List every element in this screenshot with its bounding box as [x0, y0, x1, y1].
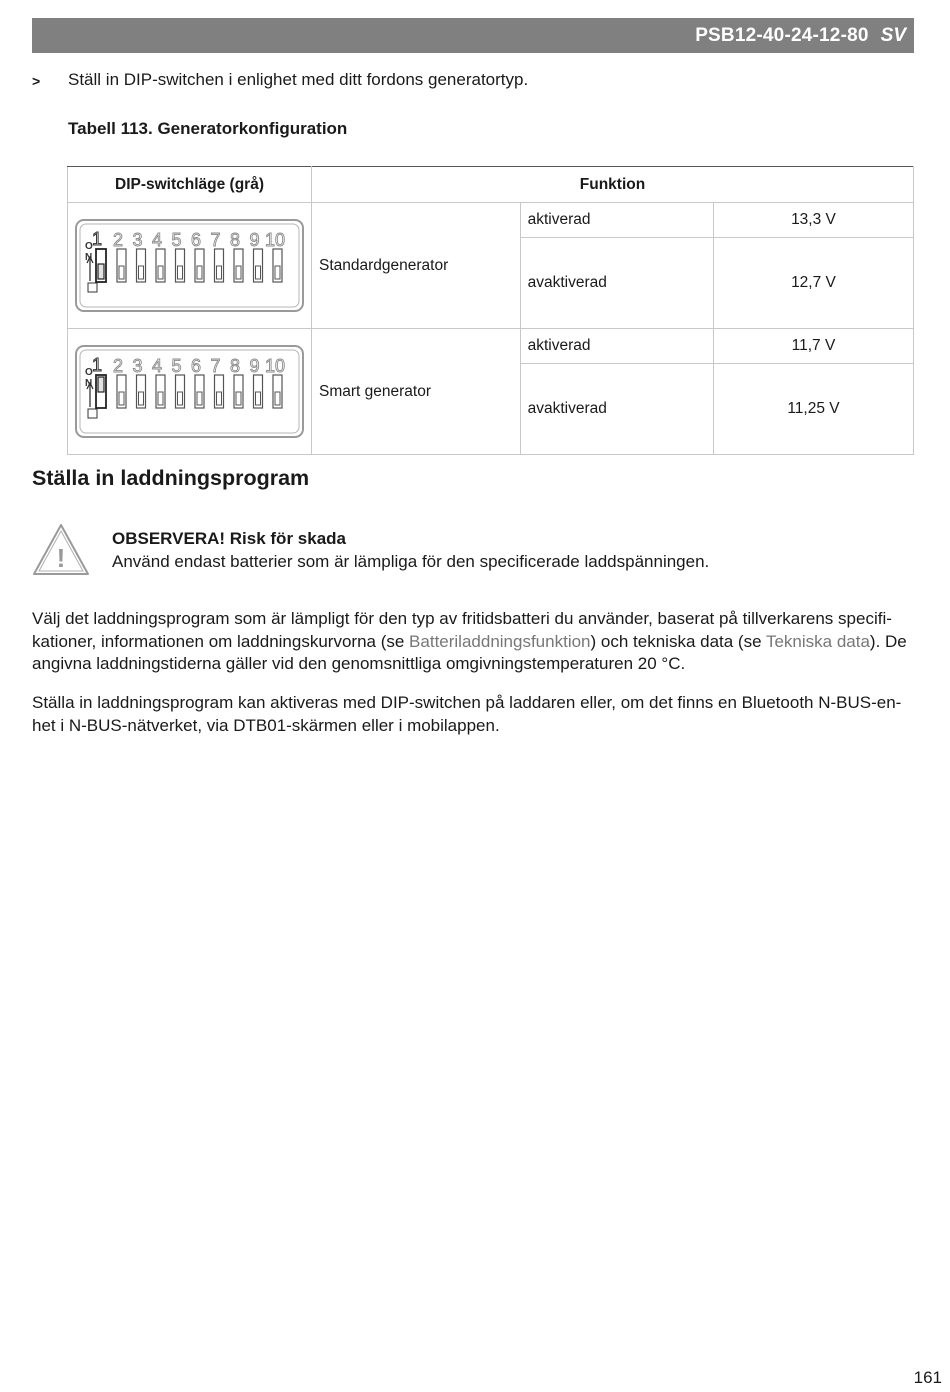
header-bar	[32, 18, 914, 53]
voltage-value: 13,3 V	[713, 203, 913, 238]
state-label: aktiverad	[520, 203, 713, 238]
dip-label-n: N	[85, 252, 93, 263]
text-span: kationer, informationen om laddningskurvorna (se	[32, 631, 410, 651]
dip-label-o: O	[85, 241, 93, 252]
dip-label-n: N	[85, 378, 93, 389]
svg-text:8: 8	[230, 356, 241, 376]
svg-text:2: 2	[113, 356, 124, 376]
column-header-dip: DIP-switchläge (grå)	[68, 167, 312, 203]
voltage-value: 11,25 V	[713, 364, 913, 455]
text-span: ) och tekniska data (se	[590, 631, 766, 651]
svg-text:10: 10	[265, 230, 286, 250]
paragraph-line	[32, 631, 914, 654]
product-model: PSB12-40-24-12-80	[695, 24, 869, 46]
warning-triangle-icon	[31, 522, 91, 577]
svg-text:6: 6	[191, 230, 202, 250]
svg-text:7: 7	[210, 230, 221, 250]
paragraph-line: Välj det laddningsprogram som är lämpligt för den typ av fritidsbatteri du använder, baserat på tillverkarens specifi-	[32, 609, 892, 628]
voltage-value: 12,7 V	[713, 238, 913, 329]
paragraph-line: het i N-BUS-nätverket, via DTB01-skärmen eller i mobilappen.	[32, 715, 500, 735]
dip-label-o: O	[85, 367, 93, 378]
generator-type: Smart generator	[312, 329, 521, 455]
svg-text:7: 7	[210, 356, 221, 376]
exclamation-glyph: !	[56, 543, 66, 573]
voltage-value: 11,7 V	[713, 329, 913, 364]
svg-text:9: 9	[249, 356, 260, 376]
warning-text: Använd endast batterier som är lämpliga för den specificerade laddspänningen.	[112, 552, 710, 571]
table-row	[68, 329, 914, 364]
svg-text:2: 2	[113, 230, 124, 250]
bullet-arrow: >	[32, 73, 41, 89]
instruction-item	[32, 70, 528, 90]
generator-type: Standardgenerator	[312, 203, 521, 329]
state-label: avaktiverad	[520, 238, 713, 329]
text-span: ). De	[869, 631, 907, 651]
warning-title: OBSERVERA! Risk för skada	[112, 529, 346, 548]
link-battery-charging-function[interactable]: Batteriladdningsfunktion	[409, 631, 591, 651]
dip-switch-cell	[68, 329, 312, 455]
svg-text:4: 4	[152, 356, 163, 376]
svg-text:10: 10	[265, 356, 286, 376]
instruction-text: Ställ in DIP-switchen i enlighet med ditt fordons generatortyp.	[68, 70, 529, 89]
paragraph-line: angivna laddningstiderna gäller vid den genomsnittliga omgivningstemperaturen 20 °C.	[32, 654, 686, 673]
language-code: SV	[880, 24, 906, 46]
svg-text:3: 3	[132, 230, 143, 250]
state-label: avaktiverad	[520, 364, 713, 455]
svg-text:5: 5	[171, 356, 182, 376]
section-heading: Ställa in laddningsprogram	[32, 466, 310, 490]
dip-switch-diagram-standard	[75, 219, 304, 312]
link-technical-data[interactable]: Tekniska data	[765, 631, 870, 651]
page-number: 161	[913, 1368, 942, 1387]
dip-switch-cell	[68, 203, 312, 329]
table-caption: Tabell 113. Generatorkonfiguration	[68, 119, 348, 138]
svg-text:6: 6	[191, 356, 202, 376]
paragraph-line: Ställa in laddningsprogram kan aktiveras med DIP-switchen på laddaren eller, om det finns en Bluetooth N-BUS-en-	[32, 693, 902, 712]
svg-text:8: 8	[230, 230, 241, 250]
state-label: aktiverad	[520, 329, 713, 364]
generator-config-table	[67, 166, 914, 455]
svg-text:9: 9	[249, 230, 260, 250]
dip-switch-diagram-smart	[75, 345, 304, 438]
dip-label-1: 1	[92, 355, 103, 375]
svg-text:4: 4	[152, 230, 163, 250]
column-header-function: Funktion	[312, 167, 914, 203]
svg-text:3: 3	[132, 356, 143, 376]
paragraph-activation	[32, 692, 914, 737]
dip-label-1: 1	[92, 229, 103, 249]
paragraph-charging-program	[32, 608, 914, 676]
table-row	[68, 203, 914, 238]
svg-text:5: 5	[171, 230, 182, 250]
